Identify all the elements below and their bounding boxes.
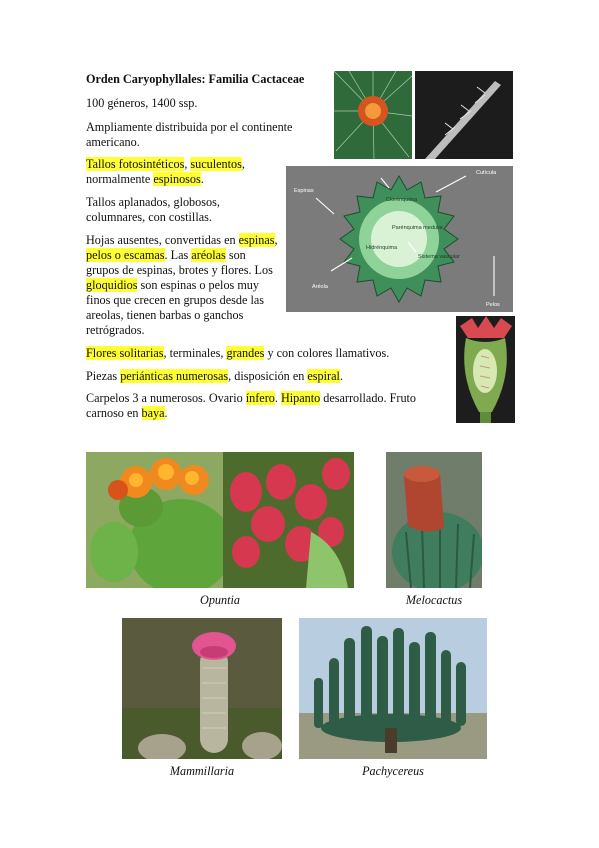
- paragraph-hojas: Hojas ausentes, convertidas en espinas, pelos o escamas. Las aréolas son grupos de espinas, brotes y flores. Los gloquidios son espinas o pelos muy finos que crecen en grupos desde las areolas, tienen barbas o ganchos retrógrados.: [86, 233, 278, 337]
- mammillaria-photo: [122, 618, 282, 759]
- highlight-perianticas: periánticas numerosas: [120, 369, 229, 383]
- paragraph-piezas: Piezas periánticas numerosas, disposición en espiral.: [86, 369, 343, 383]
- highlight-espiral: espiral: [307, 369, 340, 383]
- paragraph-generos: 100 géneros, 1400 ssp.: [86, 96, 198, 110]
- svg-text:Pelos: Pelos: [486, 302, 500, 308]
- areola-closeup-photo: [334, 71, 412, 159]
- svg-text:Cutícula: Cutícula: [476, 170, 497, 176]
- flower-section-photo: [456, 316, 515, 423]
- paragraph-tallos-1: Tallos fotosintéticos, suculentos, normalmente espinosos.: [86, 157, 245, 186]
- highlight-gloquidios: gloquidios: [86, 278, 138, 292]
- highlight-espinosos: espinosos: [153, 172, 201, 186]
- highlight-suculentos: suculentos: [190, 157, 242, 171]
- highlight-flores-solitarias: Flores solitarias: [86, 346, 164, 360]
- svg-text:Espinas: Espinas: [294, 188, 314, 194]
- highlight-baya: baya: [141, 406, 165, 420]
- highlight-tallos-fotosinteticos: Tallos fotosintéticos: [86, 157, 185, 171]
- caption-melocactus: Melocactus: [405, 593, 463, 607]
- svg-text:Parénquima medular: Parénquima medular: [392, 225, 444, 231]
- paragraph-distribucion: Ampliamente distribuida por el continente americano.: [86, 120, 293, 149]
- highlight-pelos-escamas: pelos o escamas: [86, 248, 165, 262]
- opuntia-photo: [86, 452, 354, 588]
- paragraph-carpelos: Carpelos 3 a numerosos. Ovario ínfero. Hipanto desarrollado. Fruto carnoso en baya.: [86, 391, 417, 420]
- svg-text:Hidrénquima: Hidrénquima: [366, 245, 398, 251]
- melocactus-photo: [386, 452, 482, 588]
- pachycereus-photo: [299, 618, 487, 759]
- svg-text:Aréola: Aréola: [312, 284, 328, 290]
- spine-closeup-photo: [415, 71, 513, 159]
- paragraph-tallos-2: Tallos aplanados, globosos, columnares, con costillas.: [86, 195, 220, 224]
- highlight-infero: ínfero: [245, 391, 275, 405]
- cross-section-diagram: [286, 166, 513, 312]
- highlight-areolas: aréolas: [191, 248, 226, 262]
- svg-text:Sistema vascular: Sistema vascular: [418, 254, 460, 260]
- page-title: Orden Caryophyllales: Familia Cactaceae: [86, 72, 305, 86]
- highlight-hipanto: Hipanto: [280, 391, 321, 405]
- svg-text:Clorénquima: Clorénquima: [386, 197, 418, 203]
- caption-pachycereus: Pachycereus: [362, 764, 424, 778]
- highlight-espinas: espinas: [238, 233, 275, 247]
- paragraph-flores: Flores solitarias, terminales, grandes y con colores llamativos.: [86, 346, 390, 360]
- highlight-grandes: grandes: [226, 346, 265, 360]
- caption-mammillaria: Mammillaria: [169, 764, 235, 778]
- caption-opuntia: Opuntia: [200, 593, 240, 607]
